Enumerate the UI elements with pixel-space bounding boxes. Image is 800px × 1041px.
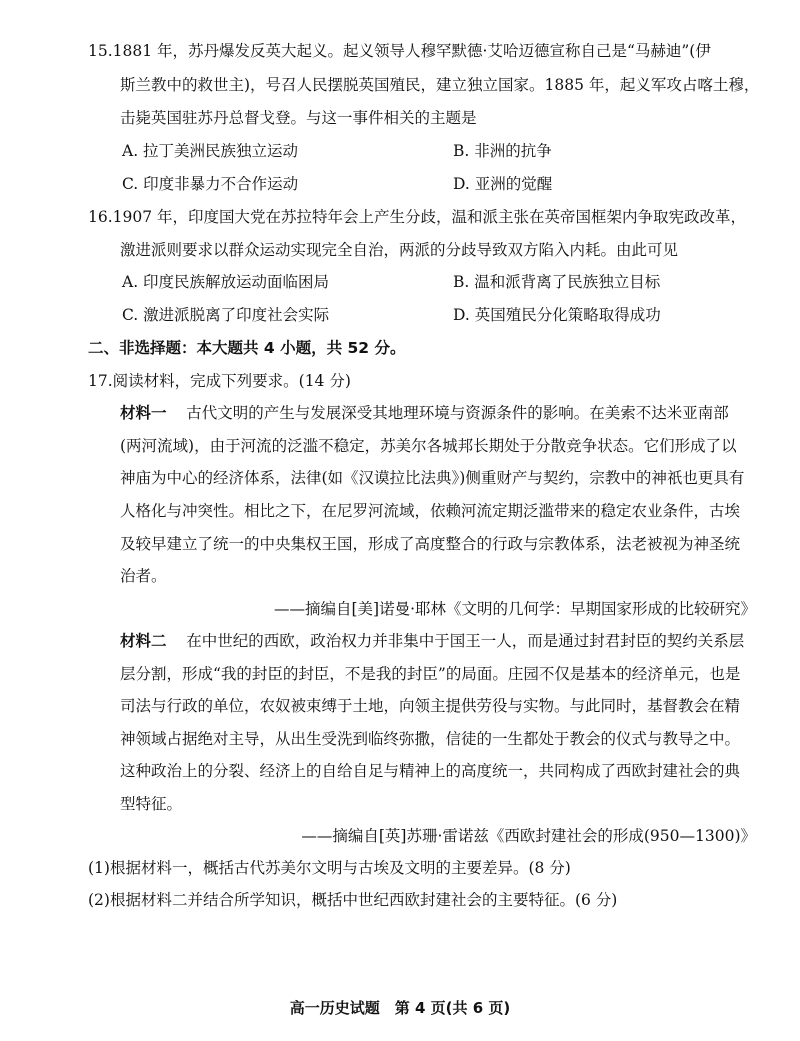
material-2-line: 型特征。: [120, 795, 183, 813]
material-1-line: (两河流域)，由于河流的泛滥不稳定，苏美尔各城邦长期处于分散竞争状态。它们形成了以: [120, 437, 737, 455]
material-1-line: 人格化与冲突性。相比之下，在尼罗河流域，依赖河流定期泛滥带来的稳定农业条件，古埃: [120, 502, 741, 520]
material-2-first-line: [120, 631, 744, 651]
q17-subquestion-2: (2)根据材料二并结合所学知识，概括中世纪西欧封建社会的主要特征。(6 分): [88, 891, 618, 909]
material-2-text: 在中世纪的西欧，政治权力并非集中于国王一人，而是通过封君封臣的契约关系层: [186, 632, 745, 650]
q17-subquestion-1: (1)根据材料一，概括古代苏美尔文明与古埃及文明的主要差异。(8 分): [88, 859, 571, 877]
q16-option-d: D. 英国殖民分化策略取得成功: [453, 306, 661, 324]
q15-option-a: A. 拉丁美洲民族独立运动: [122, 142, 299, 160]
material-2-line: 这种政治上的分裂、经济上的自给自足与精神上的高度统一，共同构成了西欧封建社会的典: [120, 762, 741, 780]
q15-line-2: 斯兰教中的救世主)，号召人民摆脱英国殖民，建立独立国家。1885 年，起义军攻占喀土穆，: [120, 76, 760, 94]
q16-option-b: B. 温和派背离了民族独立目标: [453, 273, 661, 291]
material-2-line: 层分割，形成“我的封臣的封臣，不是我的封臣”的局面。庄园不仅是基本的经济单元，也是: [120, 665, 741, 683]
material-1-first-line: [120, 403, 729, 423]
q16-line-1: 16.1907 年，印度国大党在苏拉特年会上产生分歧，温和派主张在英帝国框架内争取宪政改革，: [88, 208, 747, 226]
q15-option-b: B. 非洲的抗争: [453, 142, 552, 160]
section-heading: 二、非选择题：本大题共 4 小题，共 52 分。: [88, 339, 406, 357]
q16-option-a: A. 印度民族解放运动面临困局: [122, 273, 330, 291]
material-1-line: 治者。: [120, 567, 167, 585]
q15-option-d: D. 亚洲的觉醒: [453, 175, 553, 193]
material-2-line: 司法与行政的单位，农奴被束缚于土地，向领主提供劳役与实物。与此同时，基督教会在精: [120, 697, 741, 715]
page-footer: 高一历史试题 第 4 页(共 6 页): [289, 999, 511, 1017]
material-1-label: 材料一: [120, 404, 167, 422]
q15-line-1: 15.1881 年，苏丹爆发反英大起义。起义领导人穆罕默德·艾哈迈德宣称自己是“马赫迪”(伊: [88, 42, 711, 60]
q15-option-c: C. 印度非暴力不合作运动: [122, 175, 299, 193]
material-1-source: ——摘编自[美]诺曼·耶林《文明的几何学：早期国家形成的比较研究》: [273, 600, 756, 618]
material-2-line: 神领域占据绝对主导，从出生受洗到临终弥撒，信徒的一生都处于教会的仪式与教导之中。: [120, 730, 741, 748]
material-2-source: ——摘编自[英]苏珊·雷诺兹《西欧封建社会的形成(950—1300)》: [301, 827, 756, 845]
q15-line-3: 击毙英国驻苏丹总督戈登。与这一事件相关的主题是: [120, 109, 477, 127]
q16-line-2: 激进派则要求以群众运动实现完全自治，两派的分歧导致双方陷入内耗。由此可见: [120, 241, 679, 259]
q17-title: 17.阅读材料，完成下列要求。(14 分): [88, 372, 351, 390]
material-1-line: 神庙为中心的经济体系，法律(如《汉谟拉比法典》)侧重财产与契约，宗教中的神祇也更具有: [120, 469, 745, 487]
material-1-line: 及较早建立了统一的中央集权王国，形成了高度整合的行政与宗教体系，法老被视为神圣统: [120, 535, 741, 553]
material-1-text: 古代文明的产生与发展深受其地理环境与资源条件的影响。在美索不达米亚南部: [186, 404, 729, 422]
q16-option-c: C. 激进派脱离了印度社会实际: [122, 306, 330, 324]
material-2-label: 材料二: [120, 632, 167, 650]
